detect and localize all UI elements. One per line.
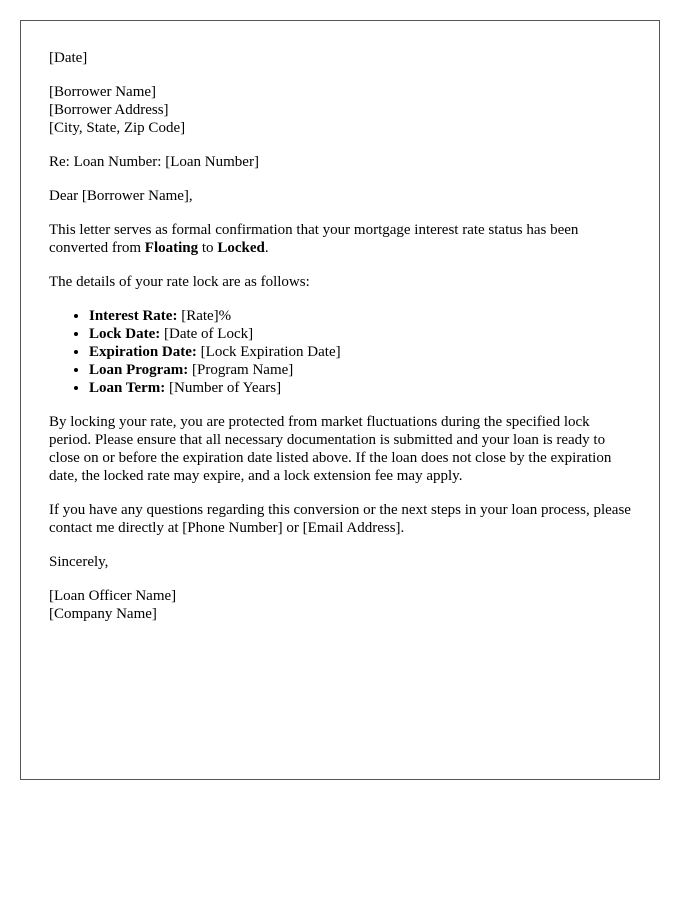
company-name: [Company Name] (49, 606, 157, 622)
detail-item-interest-rate (89, 307, 631, 325)
rate-lock-details-list (49, 307, 631, 397)
detail-value: [Number of Years] (165, 380, 282, 396)
detail-item-lock-date (89, 325, 631, 343)
intro-text-before: This letter serves as formal confirmation that your mortgage interest rate status has been converted from (49, 222, 579, 256)
letter-page (20, 20, 660, 780)
detail-item-loan-program (89, 361, 631, 379)
detail-value: [Date of Lock] (160, 326, 254, 342)
loan-officer-name: [Loan Officer Name] (49, 588, 177, 604)
detail-value: [Rate]% (177, 308, 232, 324)
intro-paragraph (49, 221, 631, 257)
detail-label: Loan Term: (89, 380, 166, 396)
borrower-city-state-zip: [City, State, Zip Code] (49, 120, 186, 136)
detail-value: [Lock Expiration Date] (196, 344, 341, 360)
re-line: Re: Loan Number: [Loan Number] (49, 154, 259, 170)
borrower-address-block (49, 83, 631, 137)
closing: Sincerely, (49, 554, 109, 570)
details-intro: The details of your rate lock are as follows: (49, 274, 310, 290)
detail-label: Loan Program: (89, 362, 189, 378)
borrower-name: [Borrower Name] (49, 84, 157, 100)
signature-block (49, 587, 631, 623)
intro-connector: to (198, 240, 218, 256)
salutation: Dear [Borrower Name], (49, 188, 193, 204)
detail-label: Interest Rate: (89, 308, 178, 324)
detail-label: Expiration Date: (89, 344, 197, 360)
to-status: Locked (217, 240, 265, 256)
protection-paragraph: By locking your rate, you are protected from market fluctuations during the specified lock period. Please ensure that all necessary documentation is submitted and your loan is ready to close on or before the expiration date listed above. If the loan does not close by the expiration date, the locked rate may expire, and a lock extension fee may apply. (49, 414, 612, 484)
detail-item-expiration-date (89, 343, 631, 361)
borrower-address: [Borrower Address] (49, 102, 169, 118)
intro-text-after: . (264, 240, 269, 256)
contact-paragraph: If you have any questions regarding this conversion or the next steps in your loan process, please contact me directly at [Phone Number] or [Email Address]. (49, 502, 631, 536)
from-status: Floating (144, 240, 199, 256)
detail-label: Lock Date: (89, 326, 161, 342)
detail-item-loan-term (89, 379, 631, 397)
detail-value: [Program Name] (188, 362, 294, 378)
letter-date: [Date] (49, 50, 88, 66)
